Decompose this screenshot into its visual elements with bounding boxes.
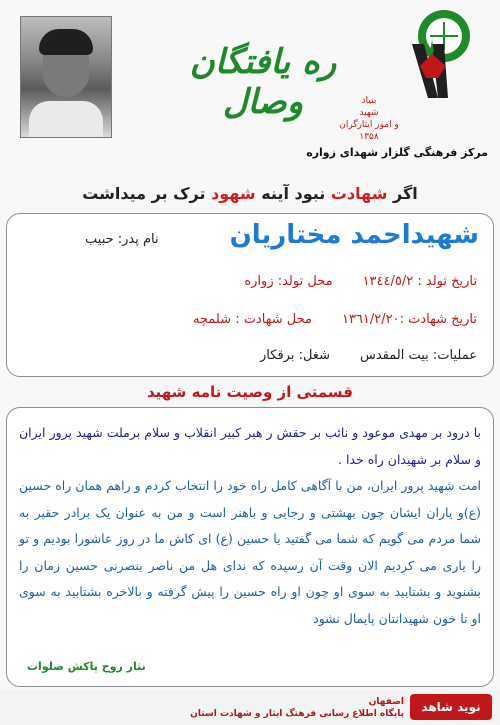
martyrdom-row <box>193 312 477 327</box>
birth-place: محل تولد: زواره <box>244 274 333 289</box>
martyr-photo <box>20 16 112 138</box>
logo-text-line: و امور ایثارگران <box>339 120 399 130</box>
birth-date: تاریخ تولد : ۱۳٤٤/٥/۲ <box>362 274 477 289</box>
will-section-title: قسمتی از وصیت نامه شهید <box>146 383 353 401</box>
martyr-name: شهیداحمد مختاریان <box>229 220 479 250</box>
will-signoff: نثار روح پاکش صلوات <box>27 660 146 673</box>
photo-shirt <box>29 101 103 137</box>
martyrdom-date: تاریخ شهادت :۱۳٦۱/۲/۲۰ <box>341 312 477 327</box>
photo-hair <box>39 29 93 55</box>
footer-text-line: اصفهان <box>368 697 404 707</box>
footer-brand-logo: نوید شاهد <box>410 694 492 720</box>
birth-row <box>244 274 477 289</box>
footer-text <box>190 696 404 720</box>
logo-text-line: شهید <box>359 108 379 118</box>
footer <box>0 690 500 725</box>
quote-part-highlight: شهادت <box>330 184 388 203</box>
quote-part: نبود آینه <box>261 184 326 203</box>
operation: عملیات: بیت المقدس <box>359 348 477 363</box>
will-paragraph: امت شهید پرور ایران، من با آگاهی کامل راه خود را انتخاب کردم و راهم همان راه حسین (ع)و یاران ایشان چون بهشتی و رجایی و باهنر است و من به عنوان یک برادر حقیر به شما مردم می گویم که شما می گفتید یا حسین (ع) ای کاش ما در روز عاشورا بودیم و تو را یاری می کردیم الان وقت آن رسیده که ندای هل من ناصر ینصرنی حسین زمان را بشنوید و بشتابید به سوی او چون او راه حسین را پیش گرفته و بالاخره بشتابید به سوی او تا خون شهیدانتان پایمال نشود <box>19 478 481 626</box>
operation-row <box>260 348 477 363</box>
logo-text-line: بنیاد <box>361 96 377 106</box>
martyrdom-quote <box>60 184 440 203</box>
footer-text-line: پایگاه اطلاع رسانی فرهنگ ایثار و شهادت استان <box>190 709 404 719</box>
logo-text <box>334 95 404 143</box>
quote-part: اگر <box>393 184 418 203</box>
info-box <box>6 213 494 377</box>
quote-part-highlight: شهود <box>211 184 256 203</box>
center-name: مرکز فرهنگی گلزار شهدای زواره <box>306 146 488 159</box>
will-paragraph: با درود بر مهدی موعود و نائب بر حقش ر هبر کبیر انقلاب و سلام برملت شهید پرور ایران و سلام بر شهیدان راه خدا . <box>19 425 481 467</box>
martyrdom-place: محل شهادت : شلمچه <box>193 312 312 327</box>
will-box <box>6 407 494 687</box>
job: شغل: برقکار <box>260 348 330 363</box>
will-text <box>19 420 481 632</box>
quote-part: ترک بر میداشت <box>82 184 206 203</box>
father-name: نام پدر: حبیب <box>85 232 159 247</box>
page-title: ره یافتگان وصال <box>189 42 337 122</box>
logo-text-line: ۱۳۵۸ <box>359 132 379 142</box>
